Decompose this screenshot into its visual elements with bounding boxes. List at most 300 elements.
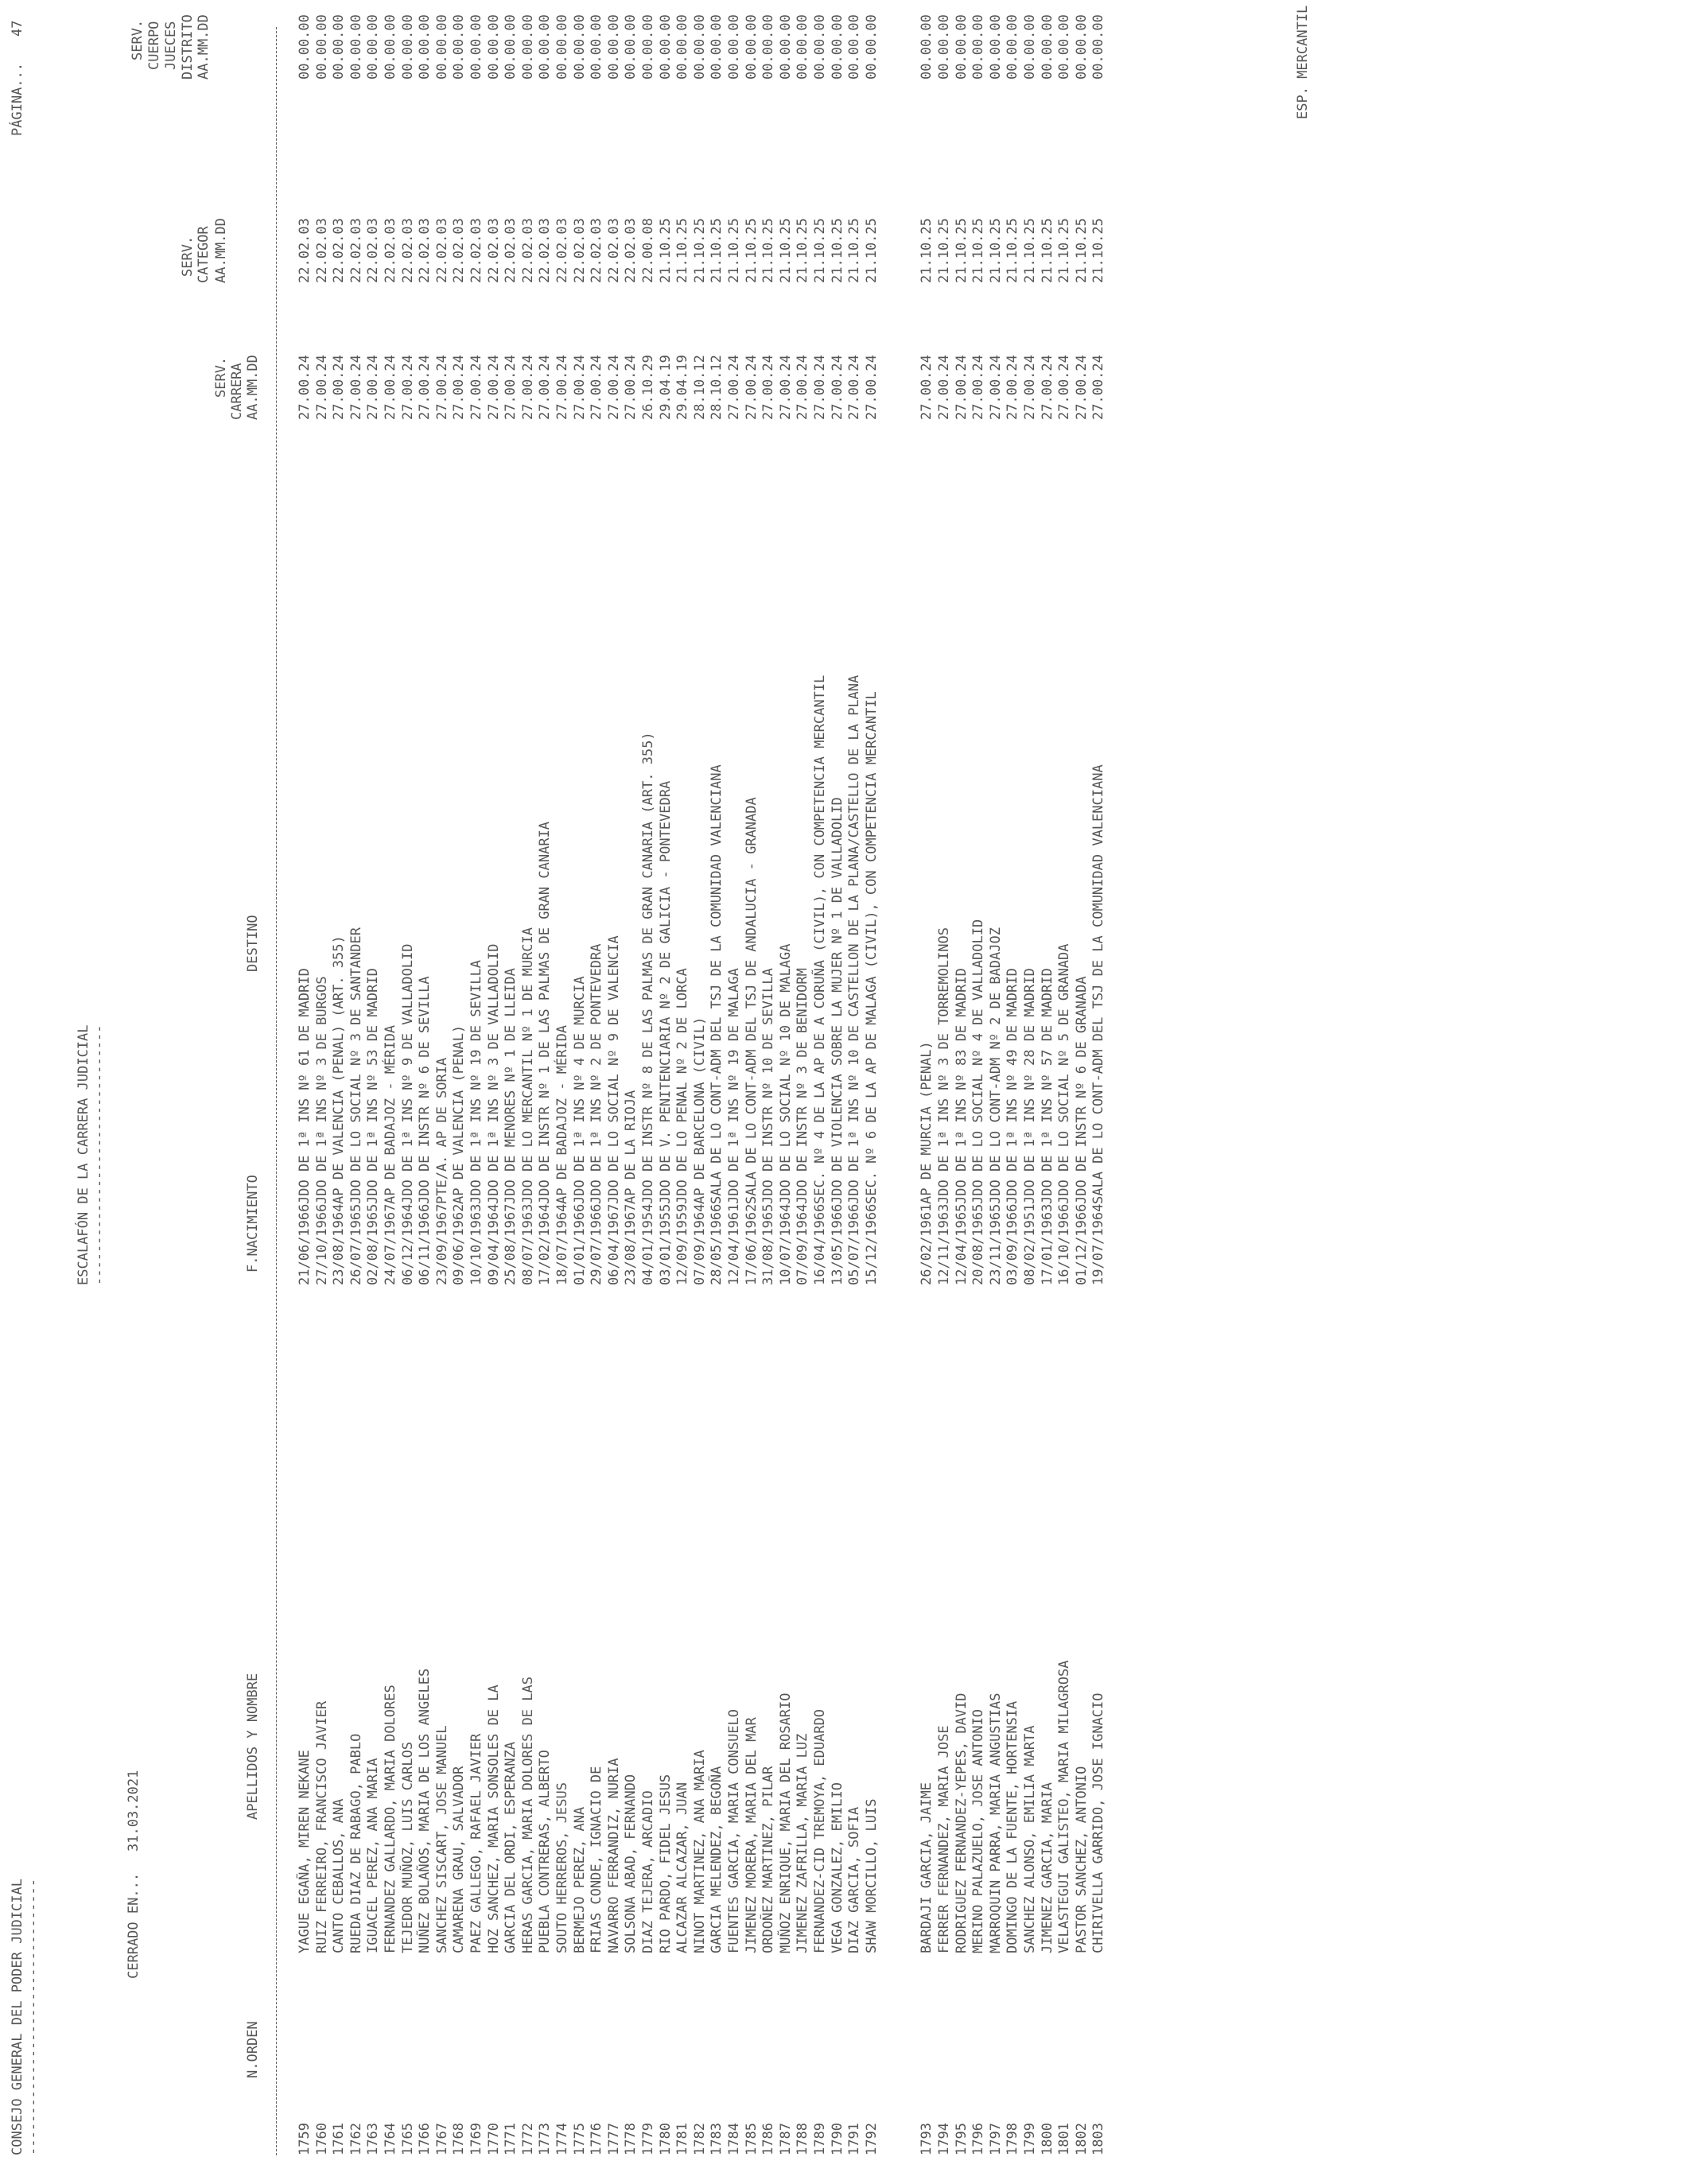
- cell-orden: 1762: [348, 2123, 364, 2155]
- cell-orden: 1777: [605, 2123, 622, 2155]
- cell-nacimiento: 23/11/1965: [987, 1203, 1004, 1285]
- cell-destino: JDO DE INSTR Nº 3 DE BENIDORM: [795, 968, 811, 1204]
- cell-nombre: FERNANDEZ-CID TREMOYA, EDUARDO: [812, 1708, 828, 1953]
- cell-carrera: 27.00.24: [777, 355, 794, 420]
- cell-distrito: 00.00.00: [589, 14, 605, 80]
- cell-nombre: NUÑEZ BOLAÑOS, MARIA DE LOS ANGELES: [417, 1668, 433, 1953]
- cell-nacimiento: 08/07/1963: [519, 1203, 536, 1285]
- cell-carrera: 27.00.24: [743, 355, 760, 420]
- cell-destino: AP DE VALENCIA (PENAL) (ART. 355): [331, 935, 348, 1204]
- table-row: [453, 0, 468, 2184]
- cell-carrera: 27.00.24: [313, 355, 330, 420]
- cell-nacimiento: 25/08/1967: [503, 1203, 519, 1285]
- cell-distrito: 00.00.00: [936, 14, 952, 80]
- cell-distrito: 00.00.00: [919, 14, 935, 80]
- cell-nombre: HERAS GARCIA, MARIA DOLORES DE LAS: [519, 1677, 536, 1953]
- cell-categor: 22.02.03: [348, 218, 364, 283]
- cell-orden: 1776: [589, 2123, 605, 2155]
- cell-nombre: VEGA GONZALEZ, EMILIO: [829, 1782, 846, 1953]
- table-row: [1006, 0, 1022, 2184]
- cell-orden: 1794: [936, 2123, 952, 2155]
- cell-nacimiento: 07/09/1964: [795, 1203, 811, 1285]
- table-row: [433, 0, 452, 2184]
- col-header-categor-2: CATEGOR: [196, 226, 212, 283]
- cell-categor: 22.02.03: [519, 218, 536, 283]
- cell-carrera: 27.00.24: [485, 355, 502, 420]
- cell-nombre: SHAW MORCILLO, LUIS: [863, 1798, 880, 1953]
- cell-orden: 1782: [691, 2123, 708, 2155]
- cell-distrito: 00.00.00: [537, 14, 554, 80]
- closed-label: CERRADO EN...: [126, 1872, 142, 1979]
- table-row: [399, 0, 418, 2184]
- cell-orden: 1768: [451, 2123, 468, 2155]
- cell-distrito: 00.00.00: [451, 14, 468, 80]
- cell-nacimiento: 03/01/1955: [657, 1203, 674, 1285]
- cell-carrera: 27.00.24: [919, 355, 935, 420]
- cell-nombre: CAMARENA GRAU, SALVADOR: [451, 1766, 468, 1953]
- cell-orden: 1797: [987, 2123, 1004, 2155]
- cell-distrito: 00.00.00: [846, 14, 863, 80]
- cell-carrera: 27.00.24: [503, 355, 519, 420]
- cell-orden: 1763: [365, 2123, 382, 2155]
- cell-nombre: FUENTES GARCIA, MARIA CONSUELO: [726, 1708, 742, 1953]
- cell-distrito: 00.00.00: [399, 14, 416, 80]
- cell-carrera: 27.00.24: [417, 355, 433, 420]
- col-header-nombre: APELLIDOS Y NOMBRE: [245, 1673, 261, 1820]
- table-row: [745, 0, 761, 2184]
- cell-destino: JDO DE INSTR Nº 1 DE LAS PALMAS DE GRAN CANARIA: [537, 821, 554, 1204]
- col-header-nacimiento: F.NACIMIENTO: [245, 1175, 261, 1273]
- col-header-distrito-1: SERV.: [130, 19, 146, 60]
- cell-carrera: 27.00.24: [331, 355, 348, 420]
- cell-distrito: 00.00.00: [777, 14, 794, 80]
- cell-nombre: VELASTEGUI GALISTEO, MARIA MILAGROSA: [1056, 1660, 1073, 1953]
- cell-carrera: 27.00.24: [589, 355, 605, 420]
- cell-nacimiento: 23/08/1964: [331, 1203, 348, 1285]
- cell-nombre: FERRER FERNANDEZ, MARIA JOSE: [936, 1725, 952, 1953]
- cell-orden: 1792: [863, 2123, 880, 2155]
- cell-distrito: 00.00.00: [297, 14, 313, 80]
- cell-nacimiento: 10/07/1964: [777, 1203, 794, 1285]
- cell-destino: AP DE BADAJOZ - MÉRIDA: [383, 1024, 398, 1204]
- cell-destino: AP DE BARCELONA (CIVIL): [691, 1016, 708, 1204]
- cell-nombre: CHIRIVELLA GARRIDO, JOSE IGNACIO: [1090, 1692, 1107, 1953]
- cell-carrera: 29.04.19: [657, 355, 674, 420]
- cell-destino: JDO DE 1ª INS Nº 19 DE SEVILLA: [468, 959, 484, 1204]
- cell-carrera: 26.10.29: [640, 355, 656, 420]
- cell-destino: JDO DE INSTR Nº 8 DE LAS PALMAS DE GRAN CANARIA (ART. 355): [640, 732, 656, 1204]
- table-row: [848, 0, 864, 2184]
- cell-destino: JDO DE LO MERCANTIL Nº 1 DE MURCIA: [519, 927, 536, 1204]
- cell-destino: JDO DE LO SOCIAL Nº 3 DE SANTANDER: [348, 927, 364, 1204]
- cell-categor: 22.02.03: [503, 218, 519, 283]
- table-row: [485, 0, 503, 2184]
- table-row: [350, 0, 366, 2184]
- cell-carrera: 27.00.24: [1090, 355, 1107, 420]
- cell-destino: SEC. Nº 4 DE LA AP DE A CORUÑA (CIVIL), CON COMPETENCIA MERCANTIL: [812, 674, 828, 1204]
- cell-distrito: 00.00.00: [623, 14, 639, 80]
- table-row: [1058, 0, 1074, 2184]
- cell-distrito: 00.00.00: [863, 14, 880, 80]
- cell-categor: 21.10.25: [691, 218, 708, 283]
- cell-nombre: MUÑOZ ENRIQUE, MARIA DEL ROSARIO: [777, 1692, 794, 1953]
- cell-destino: JDO DE LO PENAL Nº 2 DE LORCA: [674, 968, 691, 1204]
- cell-carrera: 27.00.24: [726, 355, 742, 420]
- cell-orden: 1774: [554, 2123, 570, 2155]
- cell-orden: 1759: [297, 2123, 313, 2155]
- cell-destino: SALA DE LO CONT-ADM DEL TSJ DE LA COMUNIDAD VALENCIANA: [709, 764, 725, 1204]
- cell-distrito: 00.00.00: [571, 14, 588, 80]
- cell-orden: 1779: [640, 2123, 656, 2155]
- table-row: [470, 0, 486, 2184]
- table-row: [831, 0, 847, 2184]
- cell-categor: 21.10.25: [863, 218, 880, 283]
- cell-destino: AP DE BADAJOZ - MÉRIDA: [554, 1024, 570, 1204]
- cell-orden: 1770: [485, 2123, 502, 2155]
- cell-carrera: 27.00.24: [451, 355, 468, 420]
- cell-nacimiento: 16/04/1966: [812, 1203, 828, 1285]
- section-label: ESP. MERCANTIL: [1295, 5, 1311, 119]
- cell-destino: JDO DE 1ª INS Nº 57 DE MADRID: [1039, 968, 1055, 1204]
- cell-carrera: 27.00.24: [605, 355, 622, 420]
- table-row: [779, 0, 795, 2184]
- cell-distrito: 00.00.00: [970, 14, 987, 80]
- cell-nacimiento: 26/02/1961: [919, 1203, 935, 1285]
- cell-nacimiento: 03/09/1966: [1005, 1203, 1021, 1285]
- cell-nombre: HOZ SANCHEZ, MARIA SONSOLES DE LA: [485, 1685, 502, 1953]
- cell-nombre: RODRIGUEZ FERNANDEZ-YEPES, DAVID: [953, 1692, 970, 1953]
- cell-nacimiento: 19/07/1964: [1090, 1203, 1107, 1285]
- table-row: [1024, 0, 1040, 2184]
- col-header-carrera-3: AA.MM.DD: [245, 355, 261, 420]
- cell-distrito: 00.00.00: [519, 14, 536, 80]
- cell-nombre: NINOT MARTINEZ, ANA MARIA: [691, 1750, 708, 1953]
- cell-destino: JDO DE VIOLENCIA SOBRE LA MUJER Nº 1 DE VALLADOLID: [829, 797, 846, 1204]
- cell-categor: 21.10.25: [936, 218, 952, 283]
- cell-categor: 21.10.25: [1073, 218, 1090, 283]
- cell-nombre: CANTO CEBALLOS, ANA: [331, 1798, 348, 1953]
- cell-carrera: 27.00.24: [1039, 355, 1055, 420]
- col-header-distrito-5: AA.MM.DD: [196, 14, 212, 80]
- cell-categor: 21.10.25: [760, 218, 777, 283]
- cell-destino: JDO DE MENORES Nº 1 DE LLEIDA: [503, 968, 519, 1204]
- cell-nacimiento: 20/08/1965: [970, 1203, 987, 1285]
- cell-nombre: FRIAS CONDE, IGNACIO DE: [589, 1766, 605, 1953]
- header-rule: [276, 27, 277, 2155]
- cell-nacimiento: 08/02/1951: [1022, 1203, 1038, 1285]
- title-underline: --------------------------------: [91, 1024, 107, 1285]
- cell-nacimiento: 23/09/1967: [433, 1203, 450, 1285]
- cell-destino: JDO DE 1ª INS Nº 3 DE VALLADOLID: [485, 943, 502, 1204]
- cell-categor: 21.10.25: [1056, 218, 1073, 283]
- cell-nacimiento: 12/04/1961: [726, 1203, 742, 1285]
- cell-categor: 21.10.25: [1005, 218, 1021, 283]
- cell-categor: 21.10.25: [970, 218, 987, 283]
- cell-destino: JDO DE 1ª INS Nº 3 DE TORREMOLINOS: [936, 927, 952, 1204]
- cell-nacimiento: 23/08/1967: [623, 1203, 639, 1285]
- table-row: [938, 0, 954, 2184]
- cell-destino: JDO DE LO CONT-ADM Nº 2 DE BADAJOZ: [987, 927, 1004, 1204]
- cell-orden: 1798: [1005, 2123, 1021, 2155]
- cell-nacimiento: 12/04/1965: [953, 1203, 970, 1285]
- table-row: [955, 0, 971, 2184]
- cell-categor: 21.10.25: [1090, 218, 1107, 283]
- cell-carrera: 27.00.24: [519, 355, 536, 420]
- cell-categor: 22.02.03: [297, 218, 313, 283]
- cell-nombre: RUIZ FERREIRO, FRANCISCO JAVIER: [313, 1700, 330, 1953]
- cell-distrito: 00.00.00: [795, 14, 811, 80]
- cell-orden: 1791: [846, 2123, 863, 2155]
- cell-orden: 1778: [623, 2123, 639, 2155]
- cell-carrera: 27.00.24: [468, 355, 484, 420]
- cell-carrera: 27.00.24: [537, 355, 554, 420]
- table-row: [865, 0, 881, 2184]
- cell-orden: 1796: [970, 2123, 987, 2155]
- cell-orden: 1793: [919, 2123, 935, 2155]
- cell-destino: SEC. Nº 6 DE LA AP DE MALAGA (CIVIL), CON COMPETENCIA MERCANTIL: [863, 691, 880, 1204]
- cell-orden: 1787: [777, 2123, 794, 2155]
- table-row: [332, 0, 348, 2184]
- table-row: [642, 0, 658, 2184]
- cell-categor: 22.00.08: [640, 218, 656, 283]
- cell-nombre: MARROQUIN PARRA, MARIA ANGUSTIAS: [987, 1692, 1004, 1953]
- cell-destino: AP DE VALENCIA (PENAL): [451, 1024, 468, 1204]
- cell-nombre: PASTOR SANCHEZ, ANTONIO: [1073, 1766, 1090, 1953]
- cell-categor: 22.02.03: [365, 218, 382, 283]
- cell-nombre: ALCAZAR ALCAZAR, JUAN: [674, 1782, 691, 1953]
- cell-nacimiento: 10/10/1963: [468, 1203, 484, 1285]
- cell-distrito: 00.00.00: [365, 14, 382, 80]
- cell-destino: JDO DE 1ª INS Nº 83 DE MADRID: [953, 968, 970, 1204]
- cell-distrito: 00.00.00: [503, 14, 519, 80]
- cell-orden: 1765: [399, 2123, 416, 2155]
- cell-nombre: JIMENEZ ZAFRILLA, MARIA LUZ: [795, 1733, 811, 1953]
- col-header-distrito-4: DISTRITO: [180, 14, 196, 80]
- cell-nacimiento: 28/05/1966: [709, 1203, 725, 1285]
- cell-orden: 1790: [829, 2123, 846, 2155]
- table-row: [504, 0, 520, 2184]
- cell-distrito: 00.00.00: [1056, 14, 1073, 80]
- cell-orden: 1803: [1090, 2123, 1107, 2155]
- cell-nombre: DIAZ TEJERA, ARCADIO: [640, 1790, 656, 1953]
- table-row: [1075, 0, 1091, 2184]
- cell-destino: JDO DE LO SOCIAL Nº 5 DE GRANADA: [1056, 943, 1073, 1204]
- cell-nacimiento: 12/09/1959: [674, 1203, 691, 1285]
- cell-nacimiento: 06/04/1967: [605, 1203, 622, 1285]
- cell-orden: 1799: [1022, 2123, 1038, 2155]
- cell-categor: 21.10.25: [657, 218, 674, 283]
- cell-distrito: 00.00.00: [1005, 14, 1021, 80]
- cell-nombre: DIAZ GARCIA, SOFIA: [846, 1806, 863, 1953]
- cell-nacimiento: 16/10/1966: [1056, 1203, 1073, 1285]
- cell-orden: 1760: [313, 2123, 330, 2155]
- cell-distrito: 00.00.00: [1022, 14, 1038, 80]
- cell-carrera: 27.00.24: [383, 355, 398, 420]
- cell-distrito: 00.00.00: [1039, 14, 1055, 80]
- cell-destino: JDO DE INSTR Nº 10 DE SEVILLA: [760, 968, 777, 1204]
- cell-orden: 1767: [433, 2123, 450, 2155]
- cell-carrera: 29.04.19: [674, 355, 691, 420]
- cell-nombre: TEJEDOR MUÑOZ, LUIS CARLOS: [399, 1741, 416, 1953]
- cell-carrera: 27.00.24: [795, 355, 811, 420]
- cell-orden: 1775: [571, 2123, 588, 2155]
- cell-destino: JDO DE INSTR Nº 6 DE SEVILLA: [417, 976, 433, 1204]
- cell-nombre: SOUTO HERREROS, JESUS: [554, 1782, 570, 1953]
- cell-orden: 1789: [812, 2123, 828, 2155]
- cell-orden: 1802: [1073, 2123, 1090, 2155]
- cell-distrito: 00.00.00: [433, 14, 450, 80]
- cell-categor: 22.02.03: [605, 218, 622, 283]
- cell-nacimiento: 17/06/1962: [743, 1203, 760, 1285]
- cell-nombre: PUEBLA CONTRERAS, ALBERTO: [537, 1750, 554, 1953]
- document-title: ESCALAFÓN DE LA CARRERA JUDICIAL: [76, 1024, 91, 1285]
- cell-distrito: 00.00.00: [743, 14, 760, 80]
- cell-carrera: 27.00.24: [970, 355, 987, 420]
- cell-distrito: 00.00.00: [1073, 14, 1090, 80]
- col-header-carrera-2: CARRERA: [229, 363, 245, 420]
- cell-orden: 1795: [953, 2123, 970, 2155]
- cell-nombre: NAVARRO FERRANDIZ, NURIA: [605, 1758, 622, 1953]
- cell-distrito: 00.00.00: [674, 14, 691, 80]
- cell-nacimiento: 06/11/1966: [417, 1203, 433, 1285]
- cell-categor: 22.02.03: [331, 218, 348, 283]
- cell-distrito: 00.00.00: [417, 14, 433, 80]
- cell-orden: 1761: [331, 2123, 348, 2155]
- table-row: [691, 0, 709, 2184]
- cell-nombre: GARCIA DEL ORDI, ESPERANZA: [503, 1741, 519, 1953]
- cell-categor: 21.10.25: [743, 218, 760, 283]
- table-row: [624, 0, 640, 2184]
- org-name: CONSEJO GENERAL DEL PODER JUDICIAL: [10, 1879, 25, 2155]
- col-header-categor-3: AA.MM.DD: [213, 218, 229, 283]
- cell-nacimiento: 01/01/1966: [571, 1203, 588, 1285]
- cell-categor: 21.10.25: [795, 218, 811, 283]
- cell-orden: 1769: [468, 2123, 484, 2155]
- cell-categor: 22.02.03: [433, 218, 450, 283]
- cell-nombre: RUEDA DIAZ DE RABAGO, PABLO: [348, 1733, 364, 1953]
- table-row: [796, 0, 812, 2184]
- cell-categor: 21.10.25: [919, 218, 935, 283]
- cell-destino: JDO DE LO SOCIAL Nº 10 DE MALAGA: [777, 943, 794, 1204]
- table-row: [920, 0, 936, 2184]
- cell-distrito: 00.00.00: [554, 14, 570, 80]
- cell-categor: 22.02.03: [485, 218, 502, 283]
- cell-carrera: 27.00.24: [623, 355, 639, 420]
- cell-carrera: 27.00.24: [554, 355, 570, 420]
- org-underline: ----------------------------------: [25, 1879, 41, 2155]
- cell-nacimiento: 24/07/1967: [383, 1203, 398, 1285]
- cell-categor: 21.10.25: [726, 218, 742, 283]
- cell-destino: JDO DE 1ª INS Nº 28 DE MADRID: [1022, 968, 1038, 1204]
- cell-orden: 1773: [537, 2123, 554, 2155]
- cell-carrera: 27.00.24: [399, 355, 416, 420]
- cell-destino: JDO DE 1ª INS Nº 3 DE BURGOS: [313, 976, 330, 1204]
- table-row: [814, 0, 830, 2184]
- cell-orden: 1766: [417, 2123, 433, 2155]
- table-row: [762, 0, 778, 2184]
- table-row: [1041, 0, 1057, 2184]
- cell-carrera: 27.00.24: [846, 355, 863, 420]
- cell-categor: 22.02.03: [537, 218, 554, 283]
- cell-nombre: ORDOÑEZ MARTINEZ, PILAR: [760, 1766, 777, 1953]
- cell-destino: JDO DE LO SOCIAL Nº 9 DE VALENCIA: [605, 935, 622, 1204]
- cell-destino: AP DE MURCIA (PENAL): [919, 1041, 935, 1204]
- cell-distrito: 00.00.00: [953, 14, 970, 80]
- cell-nombre: DOMINGO DE LA FUENTE, HORTENSIA: [1005, 1700, 1021, 1953]
- cell-distrito: 00.00.00: [485, 14, 502, 80]
- cell-nacimiento: 27/10/1966: [313, 1203, 330, 1285]
- cell-nacimiento: 26/07/1965: [348, 1203, 364, 1285]
- cell-categor: 21.10.25: [846, 218, 863, 283]
- cell-carrera: 27.00.24: [1073, 355, 1090, 420]
- cell-nacimiento: 02/08/1965: [365, 1203, 382, 1285]
- col-header-distrito-3: JUECES: [163, 21, 179, 70]
- col-header-categor-1: SERV.: [180, 235, 196, 277]
- cell-nombre: GARCIA MELENDEZ, BEGOÑA: [709, 1766, 725, 1953]
- cell-orden: 1781: [674, 2123, 691, 2155]
- cell-categor: 22.02.03: [383, 218, 398, 283]
- cell-categor: 22.02.03: [623, 218, 639, 283]
- cell-categor: 21.10.25: [674, 218, 691, 283]
- table-row: [418, 0, 434, 2184]
- cell-distrito: 00.00.00: [726, 14, 742, 80]
- cell-carrera: 27.00.24: [987, 355, 1004, 420]
- table-row: [519, 0, 538, 2184]
- cell-orden: 1788: [795, 2123, 811, 2155]
- cell-nacimiento: 29/07/1966: [589, 1203, 605, 1285]
- cell-distrito: 00.00.00: [709, 14, 725, 80]
- cell-nombre: SANCHEZ ALONSO, EMILIA MARTA: [1022, 1725, 1038, 1953]
- cell-nacimiento: 07/09/1964: [691, 1203, 708, 1285]
- col-header-destino: DESTINO: [245, 915, 261, 972]
- table-row: [556, 0, 572, 2184]
- cell-categor: 21.10.25: [987, 218, 1004, 283]
- cell-distrito: 00.00.00: [760, 14, 777, 80]
- cell-destino: JDO DE 1ª INS Nº 49 DE MADRID: [1005, 968, 1021, 1204]
- cell-destino: JDO DE 1ª INS Nº 61 DE MADRID: [297, 968, 313, 1204]
- cell-distrito: 00.00.00: [348, 14, 364, 80]
- cell-carrera: 27.00.24: [297, 355, 313, 420]
- cell-destino: JDO DE V. PENITENCIARIA Nº 2 DE GALICIA - PONTEVEDRA: [657, 780, 674, 1204]
- cell-categor: 21.10.25: [812, 218, 828, 283]
- col-header-orden: N.ORDEN: [245, 2021, 261, 2078]
- cell-nacimiento: 17/02/1964: [537, 1203, 554, 1285]
- cell-nombre: BARDAJI GARCIA, JAIME: [919, 1782, 935, 1953]
- cell-carrera: 27.00.24: [812, 355, 828, 420]
- table-row: [972, 0, 988, 2184]
- cell-distrito: 00.00.00: [1090, 14, 1107, 80]
- cell-carrera: 27.00.24: [760, 355, 777, 420]
- cell-orden: 1800: [1039, 2123, 1055, 2155]
- cell-nombre: YAGUE EGAÑA, MIREN NEKANE: [297, 1750, 313, 1953]
- cell-categor: 22.02.03: [554, 218, 570, 283]
- table-row: [573, 0, 589, 2184]
- cell-categor: 21.10.25: [709, 218, 725, 283]
- cell-nacimiento: 21/06/1966: [297, 1203, 313, 1285]
- cell-nombre: JIMENEZ GARCIA, MARIA: [1039, 1782, 1055, 1953]
- table-row: [728, 0, 744, 2184]
- cell-carrera: 27.00.24: [863, 355, 880, 420]
- cell-distrito: 00.00.00: [829, 14, 846, 80]
- cell-categor: 21.10.25: [777, 218, 794, 283]
- cell-nombre: PAEZ GALLEGO, RAFAEL JAVIER: [468, 1733, 484, 1953]
- cell-nombre: FERNANDEZ GALLARDO, MARIA DOLORES: [383, 1685, 398, 1953]
- cell-distrito: 00.00.00: [640, 14, 656, 80]
- cell-orden: 1771: [503, 2123, 519, 2155]
- cell-carrera: 28.10.12: [691, 355, 708, 420]
- cell-destino: JDO DE LO SOCIAL Nº 4 DE VALLADOLID: [970, 919, 987, 1204]
- cell-destino: JDO DE 1ª INS Nº 4 DE MURCIA: [571, 976, 588, 1204]
